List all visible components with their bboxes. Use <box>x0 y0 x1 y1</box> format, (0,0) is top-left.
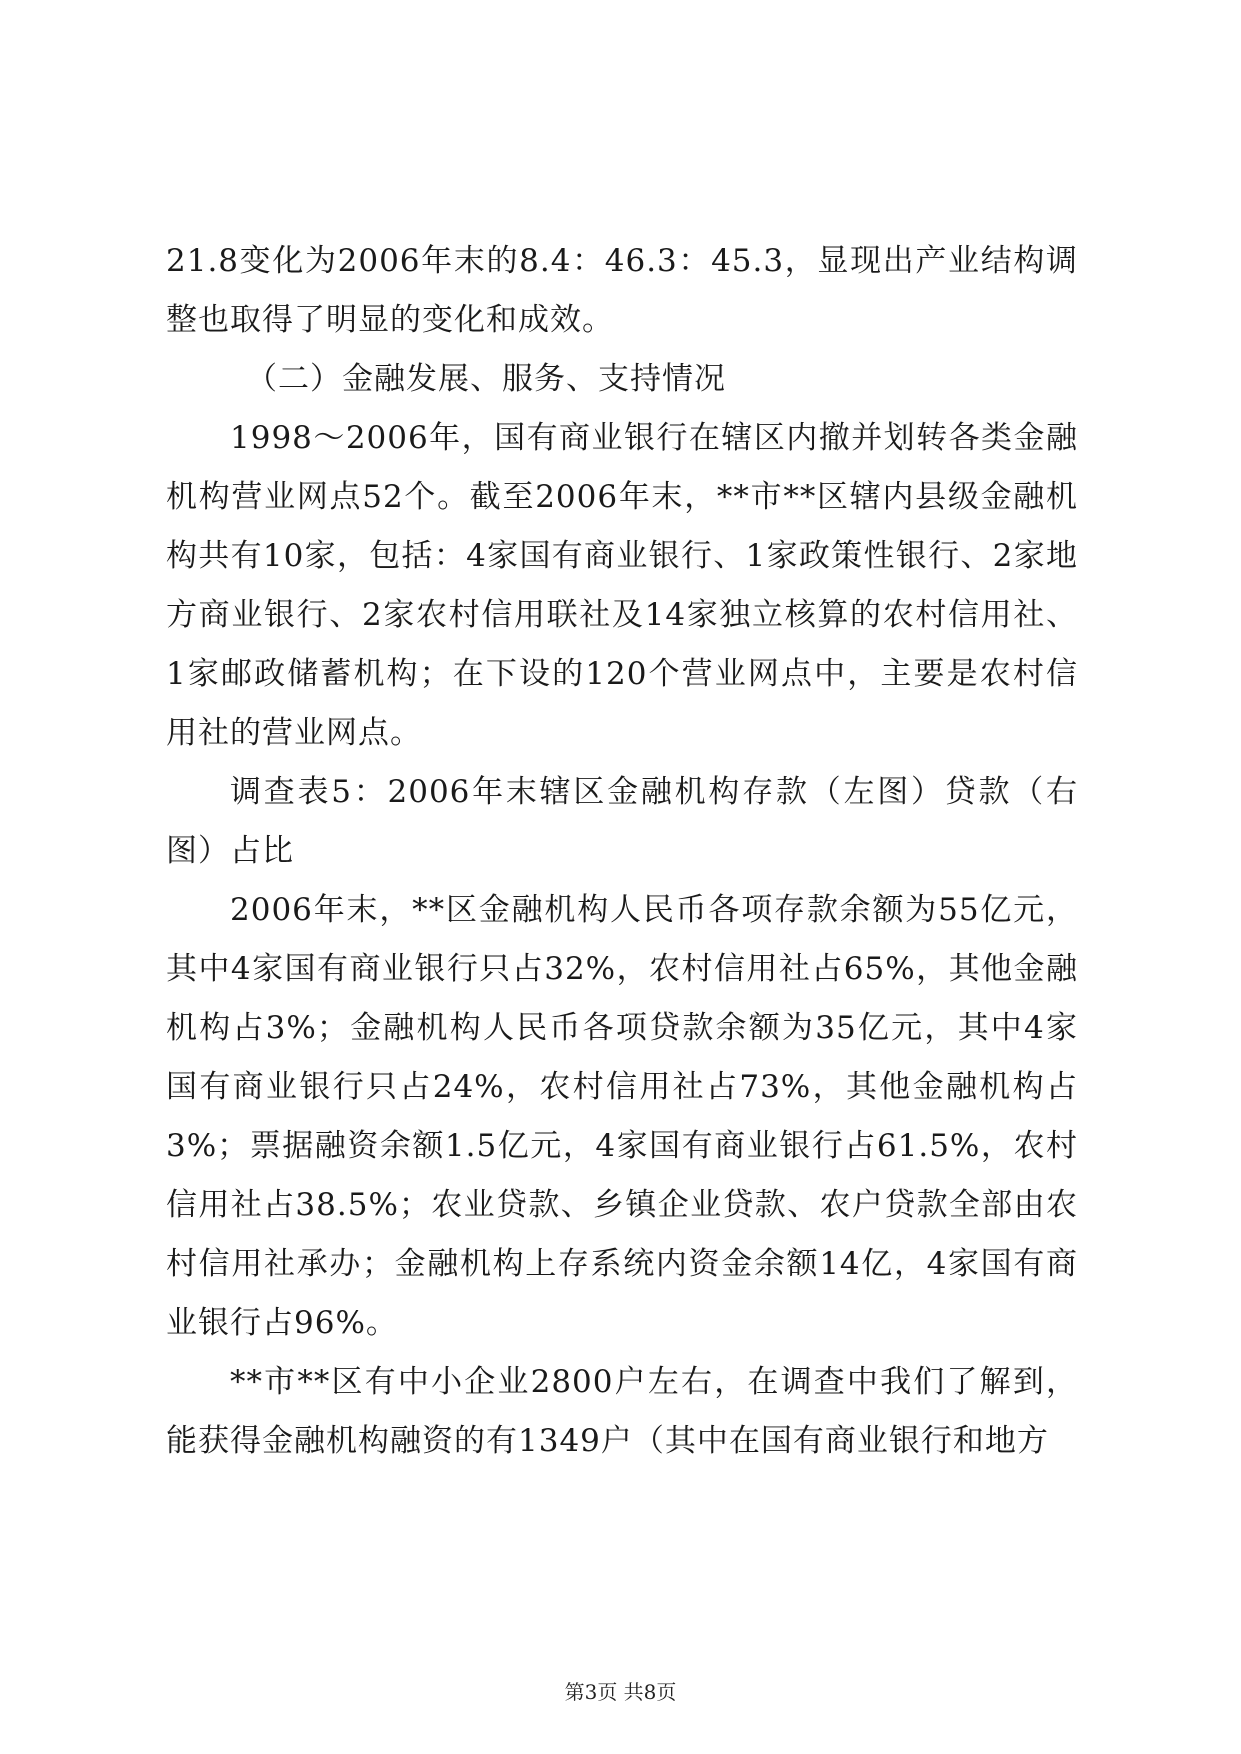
paragraph-sme: **市**区有中小企业2800户左右，在调查中我们了解到，能获得金融机构融资的有1349户（其中在国有商业银行和地方 <box>166 1364 1078 1459</box>
table-caption: 调查表5：2006年末辖区金融机构存款（左图）贷款（右图）占比 <box>166 774 1078 869</box>
page-footer: 第3页 共8页 <box>564 1680 677 1704</box>
section-heading: （二）金融发展、服务、支持情况 <box>246 361 726 397</box>
paragraph-institutions: 1998～2006年，国有商业银行在辖区内撤并划转各类金融机构营业网点52个。截至2006年末，**市**区辖内县级金融机构共有10家，包括：4家国有商业银行、1家政策性银行、2家地方商业银行、2家农村信用联社及14家独立核算的农村信用社、1家邮政储蓄机构；在下设的120个营业网点中，主要是农村信用社的营业网点。 <box>166 420 1078 751</box>
paragraph-deposits-loans: 2006年末，**区金融机构人民币各项存款余额为55亿元，其中4家国有商业银行只占32%，农村信用社占65%，其他金融机构占3%；金融机构人民币各项贷款余额为35亿元，其中4家国有商业银行只占24%，农村信用社占73%，其他金融机构占3%；票据融资余额1.5亿元，4家国有商业银行占61.5%，农村信用社占38.5%；农业贷款、乡镇企业贷款、农户贷款全部由农村信用社承办；金融机构上存系统内资金余额14亿，4家国有商业银行占96%。 <box>166 892 1078 1341</box>
paragraph-continuation: 21.8变化为2006年末的8.4：46.3：45.3，显现出产业结构调整也取得了明显的变化和成效。 <box>166 243 1078 338</box>
body-text <box>166 232 1078 1471</box>
